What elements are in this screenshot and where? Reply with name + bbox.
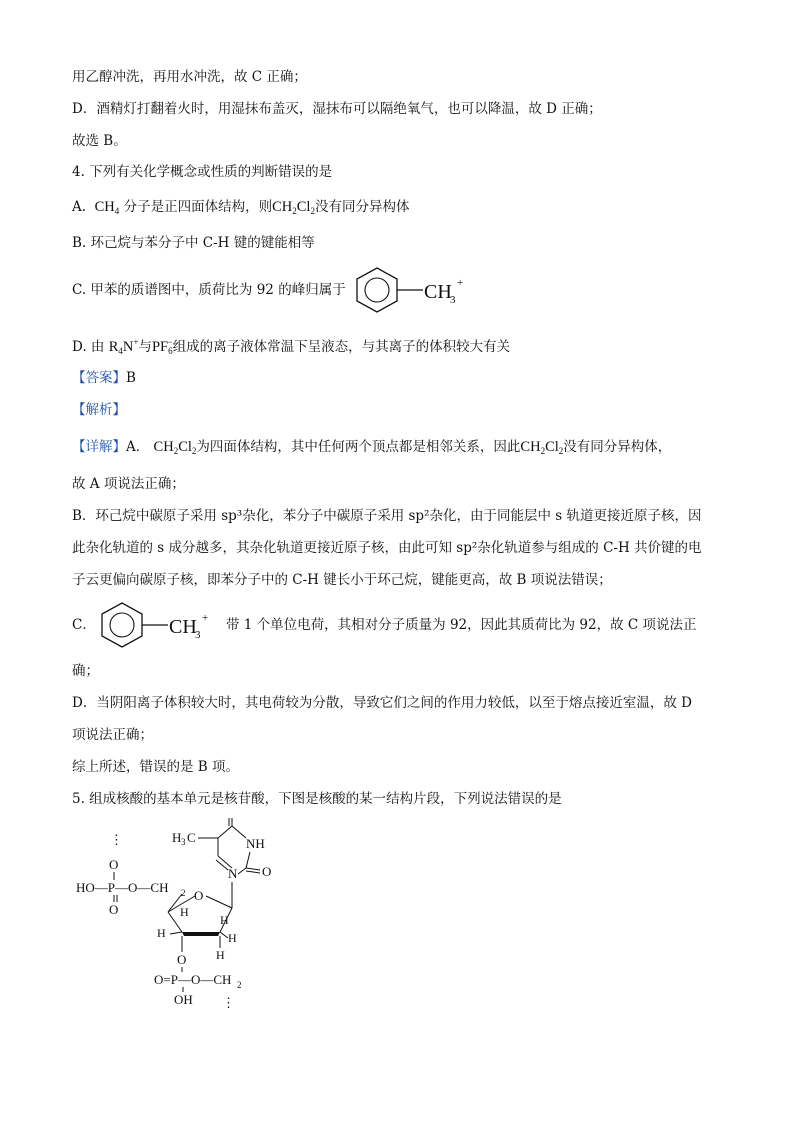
svg-text:H: H (180, 905, 189, 919)
toluene-cation-structure-2 (98, 597, 218, 657)
formula-ch2cl2-detail: $CH_2Cl_2$ (153, 439, 197, 456)
q4-option-b: B. 环己烷与苯分子中 C-H 键的键能相等 (72, 235, 315, 251)
svg-text:O=P—O—CH: O=P—O—CH (154, 972, 232, 987)
text-line-2: D．酒精灯打翻着火时，用湿抹布盖灭，湿抹布可以隔绝氧气，也可以降温，故 D 正确； (72, 101, 602, 117)
answer-bracket: 【答案】 (72, 370, 126, 386)
svg-text:⋮: ⋮ (110, 832, 123, 847)
detail-b-line-3: 子云更偏向碳原子核，即苯分子中的 C-H 键长小于环己烷，键能更高，故 B 项说法错误； (72, 572, 612, 588)
q4-option-a (72, 198, 409, 220)
svg-text:NH: NH (246, 836, 265, 851)
svg-text:2: 2 (181, 888, 186, 898)
formula-r4n: $R_4N^+$ (108, 337, 139, 356)
nucleotide-structure (70, 812, 330, 1016)
svg-text:3: 3 (195, 629, 201, 641)
svg-text:3: 3 (450, 294, 456, 306)
svg-text:O: O (177, 952, 187, 967)
formula-ch2cl2: $CH_2Cl_2$ (272, 199, 315, 216)
svg-text:HO—P—O—CH: HO—P—O—CH (76, 880, 169, 895)
svg-text:O: O (262, 864, 272, 879)
detail-d-line-2: 项说法正确； (72, 727, 153, 743)
answer-line (72, 369, 136, 387)
text-line-3: 故选 B。 (72, 133, 127, 149)
ch3-label: CH (424, 281, 452, 303)
formula-pf6: $PF_6^-$ (151, 337, 173, 356)
svg-text:O: O (109, 857, 119, 872)
svg-text:CH: CH (169, 616, 197, 638)
analysis-bracket: 【解析】 (72, 402, 126, 418)
svg-text:+: + (202, 612, 209, 624)
svg-text:O: O (109, 902, 119, 917)
detail-c-prefix: C． (72, 617, 96, 633)
svg-text:C: C (187, 830, 196, 845)
q4-stem: 4. 下列有关化学概念或性质的判断错误的是 (72, 164, 333, 180)
svg-text:O: O (194, 888, 204, 903)
q4-a-text-end: 没有同分异构体 (314, 199, 410, 215)
answer-value: B (126, 370, 136, 386)
q5-stem: 5. 组成核酸的基本单元是核苷酸，下图是核酸的某一结构片段，下列说法错误的是 (72, 791, 562, 807)
detail-c-line-2: 确； (72, 663, 99, 679)
summary-line: 综上所述，错误的是 B 项。 (72, 759, 240, 775)
svg-text:H: H (216, 948, 225, 962)
svg-text:2: 2 (237, 980, 242, 990)
svg-text:3: 3 (181, 837, 186, 847)
svg-text:OH: OH (174, 992, 193, 1007)
detail-a-line-2: 故 A 项说法正确； (72, 476, 185, 492)
detail-d-line-1: D．当阴阳离子体积较大时，其电荷较为分散，导致它们之间的作用力较低，以至于熔点接近室温，故 D (72, 695, 692, 711)
detail-b-line-2: 此杂化轨道的 s 成分越多，其杂化轨道更接近原子核，由此可知 sp²杂化轨道参与组成的 C-H 共价键的电 (72, 540, 702, 556)
text-line-1: 用乙醇冲洗，再用水冲洗，故 C 正确； (72, 69, 307, 85)
svg-text:⋮: ⋮ (222, 995, 235, 1010)
svg-text:H: H (157, 926, 166, 940)
detail-a-line: 【详解】A． $CH_2Cl_2$为四面体结构，其中任何两个顶点都是相邻关系，因此$CH_2Cl_2$没有同分异构体， (72, 439, 672, 456)
svg-text:H: H (220, 913, 229, 927)
formula-ch4: $CH_4$ (94, 199, 120, 216)
q4-a-label: A. (72, 199, 87, 215)
detail-b-line-1: B．环己烷中碳原子采用 sp³杂化，苯分子中碳原子采用 sp²杂化，由于同能层中 s 轨道更接近原子核，因 (72, 508, 702, 524)
q4-option-d: D. 由 $R_4N^+$与$PF_6^-$组成的离子液体常温下呈液态，与其离子的体积较大有关 (72, 337, 511, 356)
svg-text:H: H (172, 830, 182, 845)
detail-bracket: 【详解】 (72, 439, 126, 455)
formula-ch2cl2-detail-2: $CH_2Cl_2$ (520, 439, 564, 456)
detail-c-text: 带 1 个单位电荷，其相对分子质量为 92，因此其质荷比为 92，故 C 项说法正 (226, 617, 697, 633)
toluene-cation-structure-1 (353, 262, 473, 322)
q4-a-text: 分子是正四面体结构，则 (123, 199, 273, 215)
svg-text:H: H (228, 931, 237, 945)
svg-text:+: + (457, 277, 464, 289)
q4-option-c: C. 甲苯的质谱图中，质荷比为 92 的峰归属于 (72, 282, 346, 298)
svg-text:N: N (228, 866, 238, 881)
